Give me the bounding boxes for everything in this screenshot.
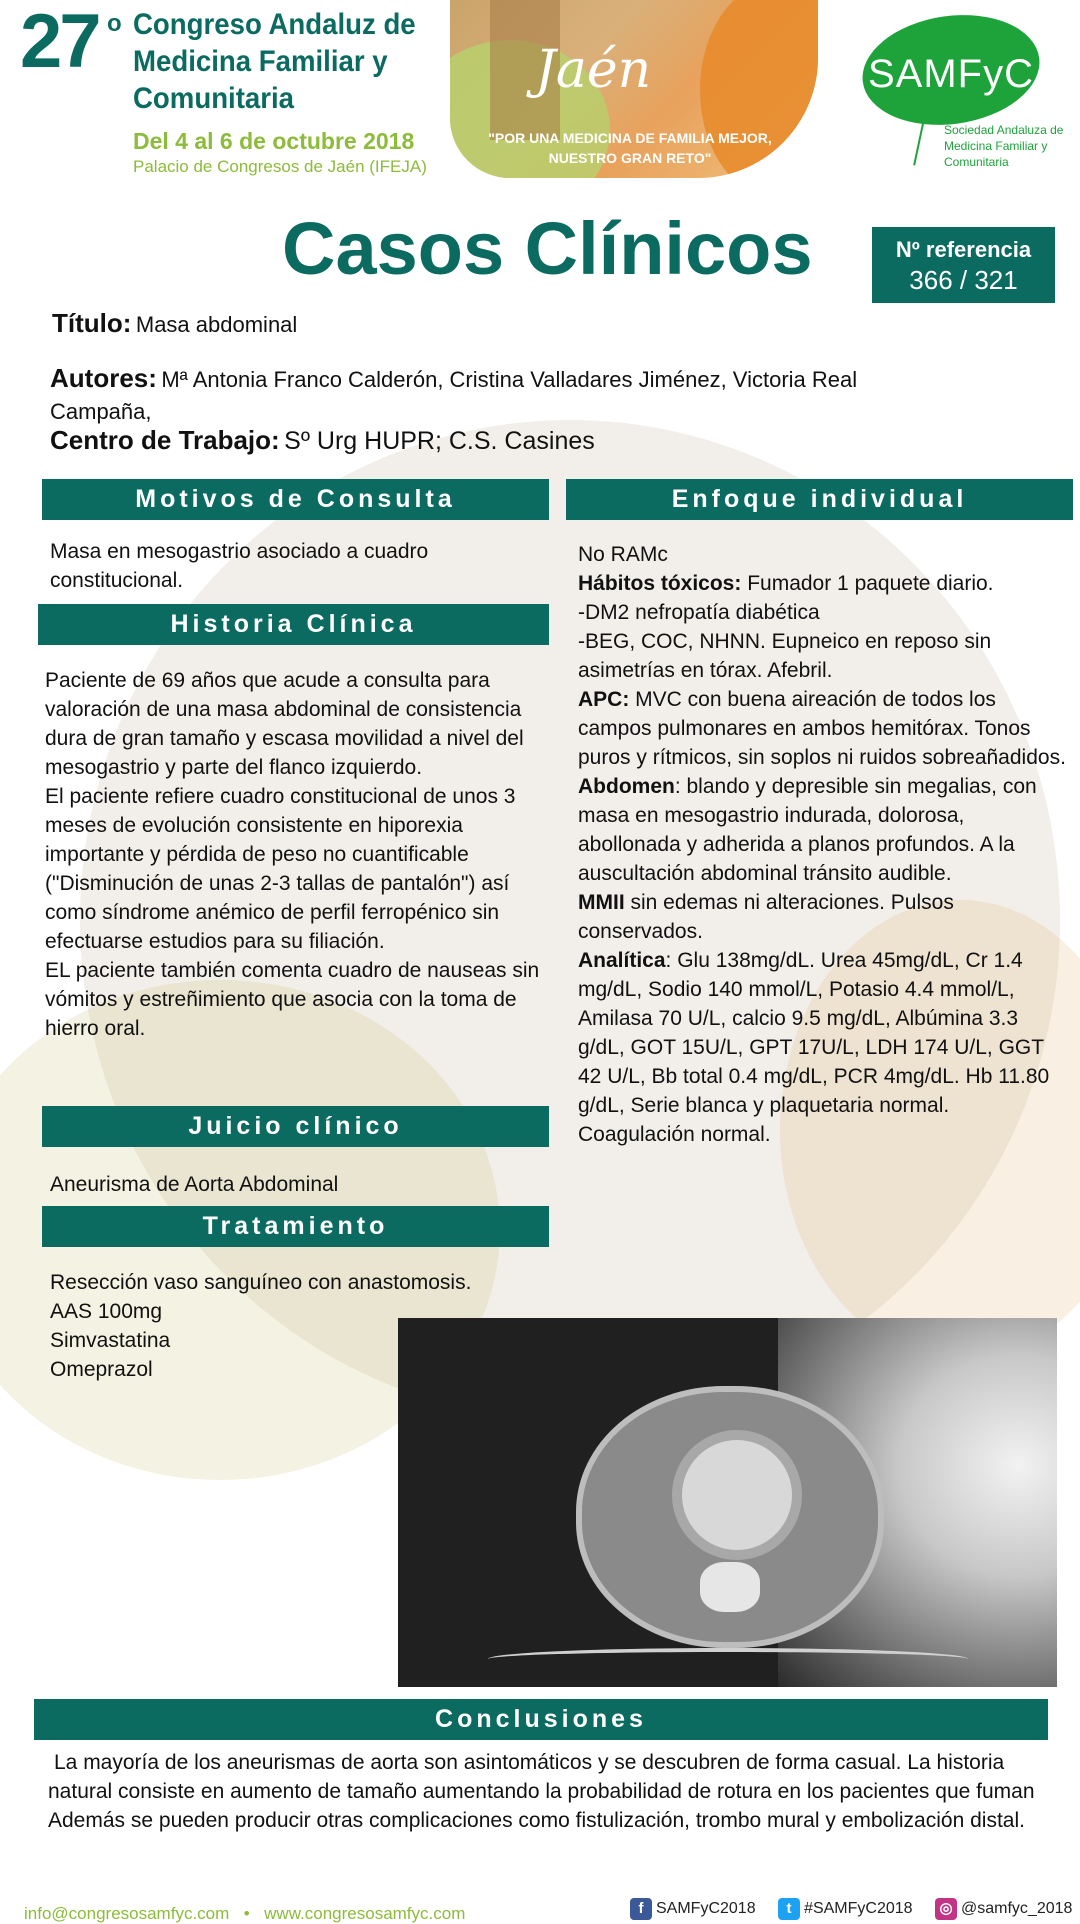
facebook-icon: f [630, 1898, 652, 1920]
enfoque-text [578, 540, 1068, 1149]
reference-box [872, 227, 1055, 303]
footer-email-link[interactable]: info@congresosamfyc.com [24, 1904, 230, 1923]
conclusiones-text: La mayoría de los aneurismas de aorta son asintomáticos y se descubren de forma casual. La historia natural consiste en aumento de tamaño aumentando la probabilidad de rotura en los pacientes que fuman Además se pueden producir otras complicaciones como fistulización, trombo mural y embolización distal. [48, 1751, 1035, 1832]
historia-paragraph: Paciente de 69 años que acude a consulta para valoración de una masa abdominal de consistencia dura de gran tamaño y escasa movilidad a nivel del mesogastrio y parte del flanco izquierdo. [45, 669, 524, 779]
autores-value: Mª Antonia Franco Calderón, Cristina Valladares Jiménez, Victoria Real Campaña, [50, 367, 858, 424]
titulo-line [52, 308, 297, 339]
historia-text [45, 666, 547, 1043]
enfoque-line [578, 685, 1068, 772]
congress-venue: Palacio de Congresos de Jaén (IFEJA) [133, 157, 427, 176]
motivos-header: Motivos de Consulta [42, 479, 549, 520]
samfyc-logo-subtitle: Sociedad Andaluza de Medicina Familiar y Comunitaria [944, 123, 1064, 169]
mmii-text: sin edemas ni alteraciones. Pulsos conservados. [578, 891, 954, 943]
centro-value: Sº Urg HUPR; C.S. Casines [284, 427, 595, 455]
ct-table [488, 1648, 968, 1670]
motivos-text: Masa en mesogastrio asociado a cuadro constitucional. [50, 540, 429, 592]
footer-separator: • [243, 1904, 250, 1923]
ct-vertebra [700, 1562, 760, 1612]
historia-paragraph: EL paciente también comenta cuadro de nauseas sin vómitos y estreñimiento que asocia con la toma de hierro oral. [45, 959, 540, 1040]
habitos-label: Hábitos tóxicos: [578, 572, 742, 595]
footer-links [24, 1904, 465, 1924]
enfoque-line [578, 888, 1068, 946]
mmii-label: MMII [578, 891, 625, 914]
instagram-handle[interactable]: @samfyc_2018 [961, 1900, 1073, 1918]
autores-label: Autores: [50, 363, 157, 393]
apc-label: APC: [578, 688, 630, 711]
titulo-label: Título: [52, 308, 132, 338]
banner-tagline: "POR UNA MEDICINA DE FAMILIA MEJOR, NUESTRO GRAN RETO" [488, 130, 772, 166]
facebook-handle[interactable]: SAMFyC2018 [656, 1900, 756, 1918]
historia-paragraph: El paciente refiere cuadro constitucional de unos 3 meses de evolución consistente en hiporexia importante y pérdida de peso no cuantificable ("Disminución de unas 2-3 tallas de pantalón") así como síndrome anémico de perfil ferropénico sin efectuarse estudios para su filiación. [45, 785, 516, 953]
congress-number: 27 [20, 0, 99, 84]
enfoque-line: No RAMc [578, 543, 668, 566]
tratamiento-item: Omeprazol [50, 1358, 153, 1381]
enfoque-line [578, 569, 1068, 598]
banner-city: Jaén [535, 40, 652, 100]
analitica-label: Analítica [578, 949, 666, 972]
apc-text: MVC con buena aireación de todos los campos pulmonares en ambos hemitórax. Tonos puros y rítmicos, sin soplos ni ruidos sobreañadidos. [578, 688, 1066, 769]
autores-line [50, 364, 950, 429]
juicio-text: Aneurisma de Aorta Abdominal [50, 1173, 339, 1196]
centro-line [50, 425, 595, 456]
reference-label: Nº referencia [895, 237, 1032, 262]
footer-website-link[interactable]: www.congresosamfyc.com [264, 1904, 466, 1923]
tratamiento-item: Simvastatina [50, 1329, 171, 1352]
ct-abdomen-section [576, 1386, 884, 1648]
enfoque-line [578, 946, 1068, 1149]
historia-header: Historia Clínica [38, 604, 549, 645]
jaen-banner-image [450, 0, 818, 178]
footer-social [630, 1898, 1072, 1920]
congress-title: Congreso Andaluz de Medicina Familiar y Comunitaria [133, 8, 416, 115]
juicio-header: Juicio clínico [42, 1106, 549, 1147]
enfoque-line [578, 772, 1068, 888]
tratamiento-item: AAS 100mg [50, 1300, 163, 1323]
enfoque-line: -DM2 nefropatía diabética [578, 601, 820, 624]
habitos-text: Fumador 1 paquete diario. [741, 572, 994, 595]
tratamiento-item: Resección vaso sanguíneo con anastomosis. [50, 1271, 472, 1294]
enfoque-line: -BEG, COC, NHNN. Eupneico en reposo sin asimetrías en tórax. Afebril. [578, 630, 992, 682]
congress-dates: Del 4 al 6 de octubre 2018 [133, 128, 415, 154]
twitter-handle[interactable]: #SAMFyC2018 [804, 1900, 913, 1918]
instagram-icon: ◎ [935, 1898, 957, 1920]
reference-value: 366 / 321 [909, 265, 1018, 295]
congress-number-superscript: o [107, 10, 122, 37]
analitica-text: : Glu 138mg/dL. Urea 45mg/dL, Cr 1.4 mg/dL, Sodio 140 mmol/L, Potasio 4.4 mmol/L, Amilasa 70 U/L, calcio 9.5 mg/dL, Albúmina 3.3 g/dL, GOT 15U/L, GPT 17U/L, LDH 174 U/L, GGT 42 U/L, Bb total 0.4 mg/dL, PCR 4mg/dL. Hb 11.80 g/dL, Serie blanca y plaquetaria normal. Coagulación normal. [578, 949, 1050, 1146]
tratamiento-header: Tratamiento [42, 1206, 549, 1247]
titulo-value: Masa abdominal [135, 312, 298, 337]
abdomen-label: Abdomen [578, 775, 675, 798]
centro-label: Centro de Trabajo: [50, 425, 280, 455]
abdomen-text: : blando y depresible sin megalias, con masa en mesogastrio indurada, dolorosa, abollonada y adherida a planos profundos. A la auscultación abdominal tránsito audible. [578, 775, 1037, 885]
ct-scan-image [398, 1318, 1057, 1687]
twitter-icon: t [778, 1898, 800, 1920]
page-title: Casos Clínicos [282, 207, 813, 290]
enfoque-header: Enfoque individual [566, 479, 1073, 520]
ct-aneurysm [672, 1430, 802, 1560]
conclusiones-header: Conclusiones [34, 1699, 1048, 1740]
samfyc-logo-text: SAMFyC [868, 52, 1034, 96]
